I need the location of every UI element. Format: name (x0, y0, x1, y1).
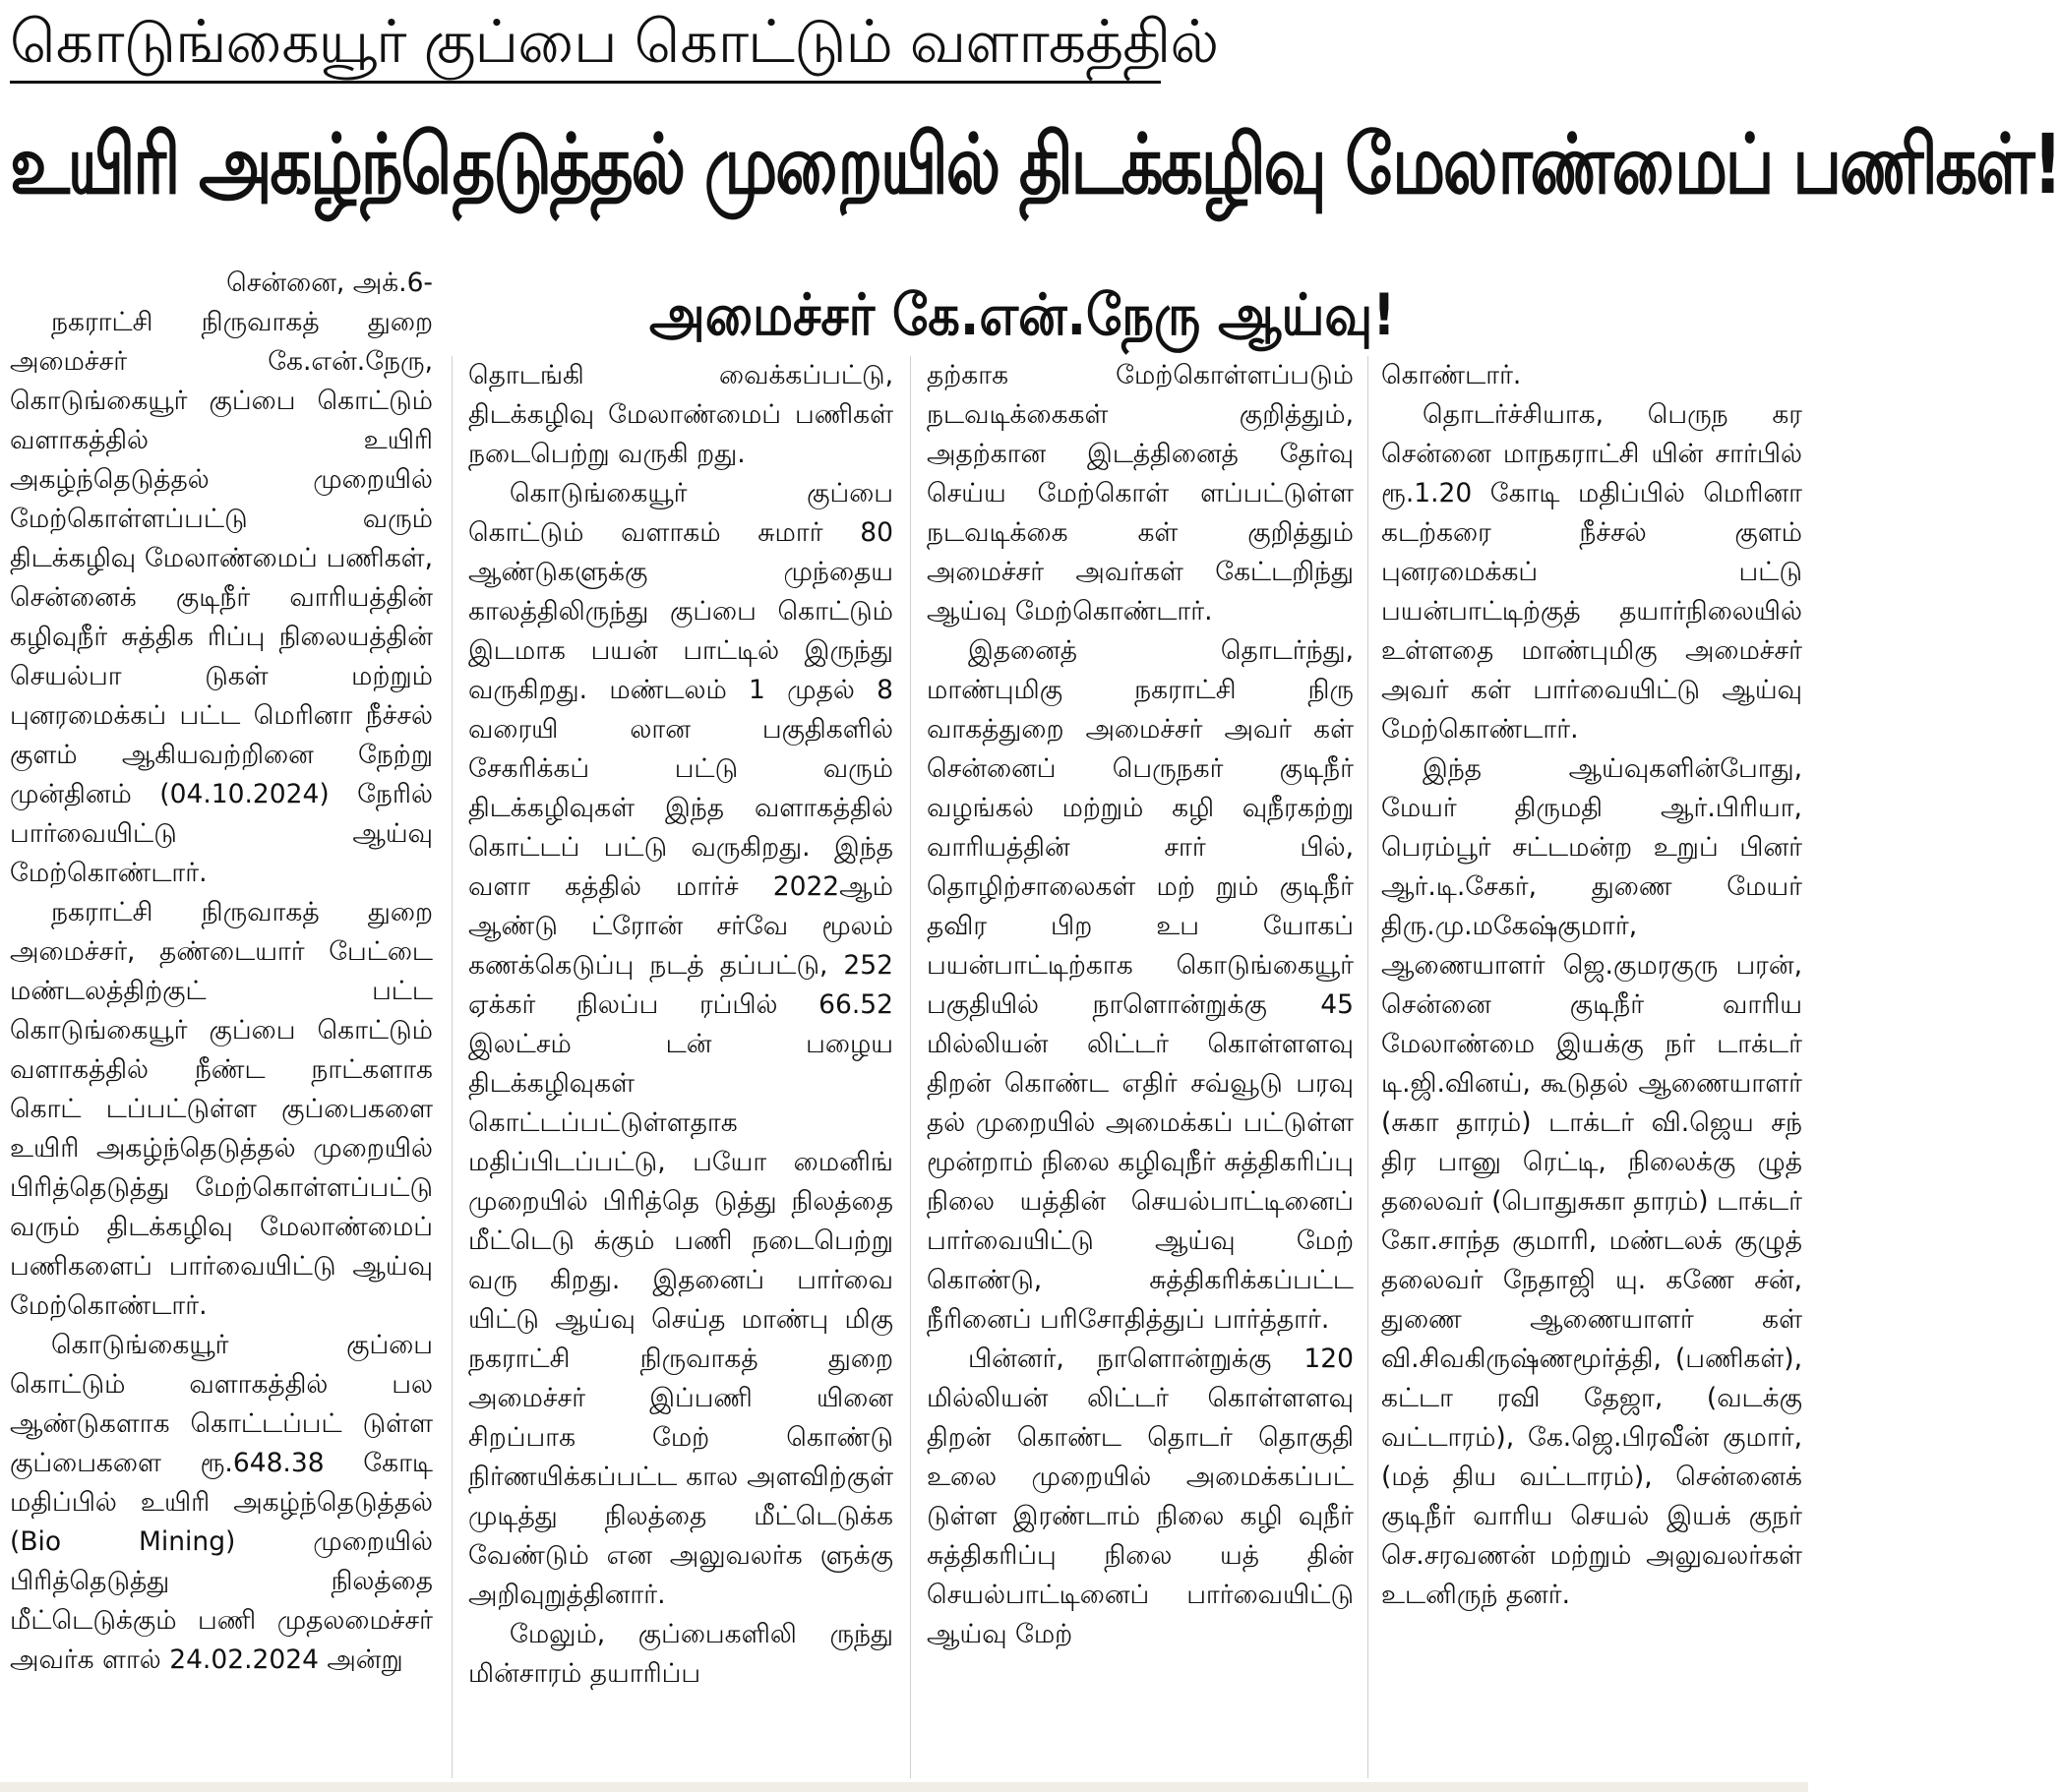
column-divider (452, 356, 453, 1778)
paragraph: பின்னர், நாளொன்றுக்கு 120 மில்லியன் லிட்டர் கொள்ளளவு திறன் கொண்ட தொடர் தொகுதி உலை முறையில் அமைக்கப்பட் டுள்ள இரண்டாம் நிலை கழி வுநீர் சுத்திகரிப்பு நிலை யத் தின் செயல்பாட்டினைப் பார்வையிட்டு ஆய்வு மேற் (927, 1344, 1354, 1649)
paragraph: தொடங்கி வைக்கப்பட்டு, திடக்கழிவு மேலாண்மைப் பணிகள் நடைபெற்று வருகி றது. (468, 360, 893, 469)
paragraph: கொடுங்கையூர் குப்பை கொட்டும் வளாகத்தில் பல ஆண்டுகளாக கொட்டப்பட் டுள்ள குப்பைகளை ரூ.648.38 கோடி மதிப்பில் உயிரி அகழ்ந்தெடுத்தல் (Bio Mining) முறையில் பிரித்தெடுத்து நிலத்தை மீட்டெடுக்கும் பணி முதலமைச்சர் அவர்க ளால் 24.02.2024 அன்று (10, 1330, 433, 1675)
paragraph: நகராட்சி நிருவாகத் துறை அமைச்சர் கே.என்.நேரு, கொடுங்கையூர் குப்பை கொட்டும் வளாகத்தில் உயிரி அகழ்ந்தெடுத்தல் முறையில் மேற்கொள்ளப்பட்டு வரும் திடக்கழிவு மேலாண்மைப் பணிகள், சென்னைக் குடிநீர் வாரியத்தின் கழிவுநீர் சுத்திக ரிப்பு நிலையத்தின் செயல்பா டுகள் மற்றும் புனரமைக்கப் பட்ட மெரினா நீச்சல் குளம் ஆகியவற்றினை நேற்று முன்தினம் (04.10.2024) நேரில் பார்வையிட்டு ஆய்வு மேற்கொண்டார். (10, 307, 433, 888)
paragraph: தற்காக மேற்கொள்ளப்படும் நடவடிக்கைகள் குறித்தும், அதற்கான இடத்தினைத் தேர்வு செய்ய மேற்கொள் ளப்பட்டுள்ள நடவடிக்கை கள் குறித்தும் அமைச்சர் அவர்கள் கேட்டறிந்து ஆய்வு மேற்கொண்டார். (927, 360, 1354, 627)
column-divider (1367, 356, 1368, 1778)
main-headline: உயிரி அகழ்ந்தெடுத்தல் முறையில் திடக்கழிவு மேலாண்மைப் பணிகள்! (10, 116, 2060, 212)
subheadline: அமைச்சர் கே.என்.நேரு ஆய்வு! (649, 281, 1396, 348)
kicker-heading: கொடுங்கையூர் குப்பை கொட்டும் வளாகத்தில் (10, 8, 1219, 77)
paragraph: நகராட்சி நிருவாகத் துறை அமைச்சர், தண்டையார் பேட்டை மண்டலத்திற்குட் பட்ட கொடுங்கையூர் குப்பை கொட்டும் வளாகத்தில் நீண்ட நாட்களாக கொட் டப்பட்டுள்ள குப்பைகளை உயிரி அகழ்ந்தெடுத்தல் முறையில் பிரித்தெடுத்து மேற்கொள்ளப்பட்டு வரும் திடக்கழிவு மேலாண்மைப் பணிகளைப் பார்வையிட்டு ஆய்வு மேற்கொண்டார். (10, 897, 433, 1321)
paragraph: கொடுங்கையூர் குப்பை கொட்டும் வளாகம் சுமார் 80 ஆண்டுகளுக்கு முந்தைய காலத்திலிருந்து குப்பை கொட்டும் இடமாக பயன் பாட்டில் இருந்து வருகிறது. மண்டலம் 1 முதல் 8 வரையி லான பகுதிகளில் சேகரிக்கப் பட்டு வரும் திடக்கழிவுகள் இந்த வளாகத்தில் கொட்டப் பட்டு வருகிறது. இந்த வளா கத்தில் மார்ச் 2022ஆம் ஆண்டு ட்ரோன் சர்வே மூலம் கணக்கெடுப்பு நடத் தப்பட்டு, 252 ஏக்கர் நிலப்ப ரப்பில் 66.52 இலட்சம் டன் பழைய திடக்கழிவுகள் கொட்டப்பட்டுள்ளதாக மதிப்பிடப்பட்டு, பயோ மைனிங் முறையில் பிரித்தெ டுத்து நிலத்தை மீட்டெடு க்கும் பணி நடைபெற்று வரு கிறது. இதனைப் பார்வை யிட்டு ஆய்வு செய்த மாண்பு மிகு நகராட்சி நிருவாகத் துறை அமைச்சர் இப்பணி யினை சிறப்பாக மேற் கொண்டு நிர்ணயிக்கப்பட்ட கால அளவிற்குள் முடித்து நிலத்தை மீட்டெடுக்க வேண்டும் என அலுவலர்க ளுக்கு அறிவுறுத்தினார். (468, 478, 893, 1610)
article-column-2 (468, 356, 893, 1778)
column-divider (910, 356, 911, 1778)
paragraph: இந்த ஆய்வுகளின்போது, மேயர் திருமதி ஆர்.பிரியா, பெரம்பூர் சட்டமன்ற உறுப் பினர் ஆர்.டி.சேகர், துணை மேயர் திரு.மு.மகேஷ்குமார், ஆணையாளர் ஜெ.குமரகுரு பரன், சென்னை குடிநீர் வாரிய மேலாண்மை இயக்கு நர் டாக்டர் டி.ஜி.வினய், கூடுதல் ஆணையாளர் (சுகா தாரம்) டாக்டர் வி.ஜெய சந் திர பானு ரெட்டி, நிலைக்கு ழுத் தலைவர் (பொதுசுகா தாரம்) டாக்டர் கோ.சாந்த குமாரி, மண்டலக் குழுத் தலைவர் நேதாஜி யு. கணே சன், துணை ஆணையாளர் கள் வி.சிவகிருஷ்ணமூர்த்தி, (பணிகள்), கட்டா ரவி தேஜா, (வடக்கு வட்டாரம்), கே.ஜெ.பிரவீன் குமார், (மத் திய வட்டாரம்), சென்னைக் குடிநீர் வாரிய செயல் இயக் குநர் செ.சரவணன் மற்றும் அலுவலர்கள் உடனிருந் தனர். (1381, 753, 1802, 1610)
paragraph: இதனைத் தொடர்ந்து, மாண்புமிகு நகராட்சி நிரு வாகத்துறை அமைச்சர் அவர் கள் சென்னைப் பெருநகர் குடிநீர் வழங்கல் மற்றும் கழி வுநீரகற்று வாரியத்தின் சார் பில், தொழிற்சாலைகள் மற் றும் குடிநீர் தவிர பிற உப யோகப் பயன்பாட்டிற்காக கொடுங்கையூர் பகுதியில் நாளொன்றுக்கு 45 மில்லியன் லிட்டர் கொள்ளளவு திறன் கொண்ட எதிர் சவ்வூடு பரவு தல் முறையில் அமைக்கப் பட்டுள்ள மூன்றாம் நிலை கழிவுநீர் சுத்திகரிப்பு நிலை யத்தின் செயல்பாட்டினைப் பார்வையிட்டு ஆய்வு மேற் கொண்டு, சுத்திகரிக்கப்பட்ட நீரினைப் பரிசோதித்துப் பார்த்தார். (927, 635, 1354, 1335)
article-column-3 (927, 356, 1354, 1778)
dateline: சென்னை, அக்.6- (226, 268, 433, 298)
kicker-underline (10, 81, 1161, 84)
paragraph: கொண்டார். (1381, 360, 1522, 390)
article-column-4 (1381, 356, 1802, 1778)
article-column-1 (10, 264, 433, 1778)
page-bottom-edge (0, 1782, 1808, 1792)
paragraph: மேலும், குப்பைகளிலி ருந்து மின்சாரம் தயாரிப்ப (468, 1619, 893, 1689)
paragraph: தொடர்ச்சியாக, பெருந கர சென்னை மாநகராட்சி யின் சார்பில் ரூ.1.20 கோடி மதிப்பில் மெரினா கடற்கரை நீச்சல் குளம் புனரமைக்கப் பட்டு பயன்பாட்டிற்குத் தயார்நிலையில் உள்ளதை மாண்புமிகு அமைச்சர் அவர் கள் பார்வையிட்டு ஆய்வு மேற்கொண்டார். (1381, 399, 1802, 745)
